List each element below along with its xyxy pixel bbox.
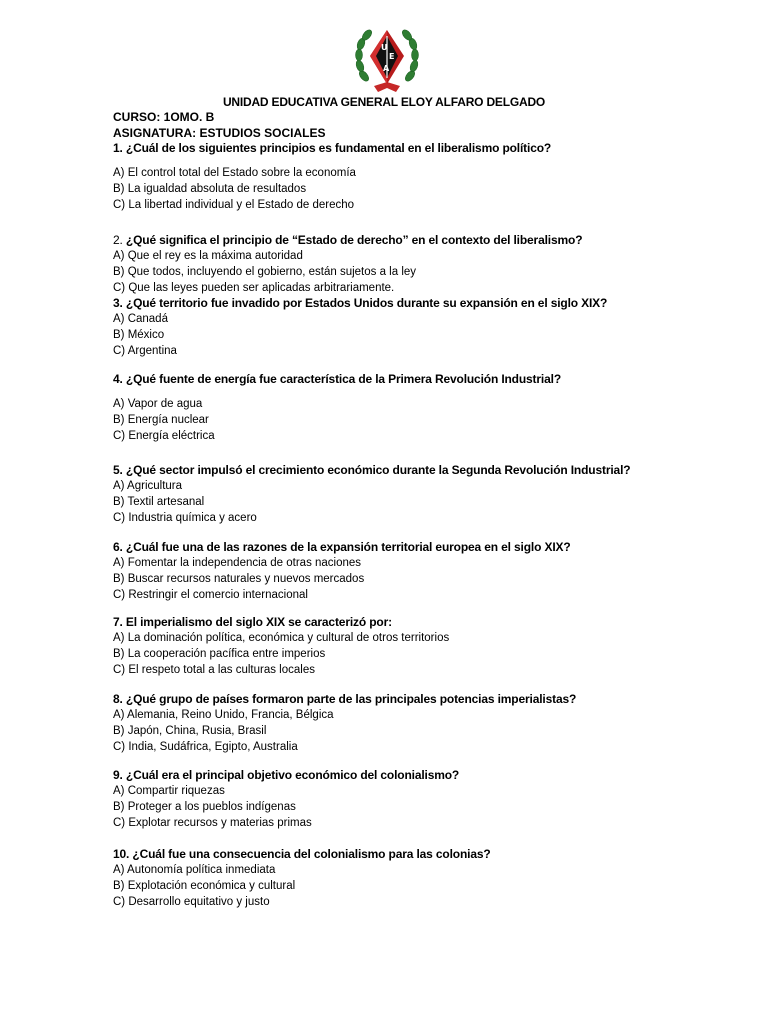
question-6 bbox=[113, 539, 571, 603]
question-10 bbox=[113, 846, 491, 910]
question-title: 10. ¿Cuál fue una consecuencia del colonialismo para las colonias? bbox=[113, 847, 491, 861]
svg-text:U: U bbox=[381, 43, 388, 52]
option-b: B) Energía nuclear bbox=[113, 414, 209, 426]
option-c: C) Industria química y acero bbox=[113, 512, 257, 524]
option-c: C) Que las leyes pueden ser aplicadas arbitrariamente. bbox=[113, 282, 395, 294]
option-c: C) Restringir el comercio internacional bbox=[113, 589, 308, 601]
curso-label: CURSO: 1OMO. B bbox=[113, 110, 215, 124]
question-title: 8. ¿Qué grupo de países formaron parte de las principales potencias imperialistas? bbox=[113, 692, 577, 706]
option-b: B) Textil artesanal bbox=[113, 496, 205, 508]
svg-text:A: A bbox=[383, 64, 390, 73]
option-a: A) Canadá bbox=[113, 313, 168, 325]
option-c: C) Desarrollo equitativo y justo bbox=[113, 896, 270, 908]
asignatura-label: ASIGNATURA: ESTUDIOS SOCIALES bbox=[113, 126, 326, 140]
question-3 bbox=[113, 295, 607, 359]
question-title: 4. ¿Qué fuente de energía fue característica de la Primera Revolución Industrial? bbox=[113, 372, 561, 386]
option-c: C) India, Sudáfrica, Egipto, Australia bbox=[113, 741, 298, 753]
question-5 bbox=[113, 462, 630, 526]
question-8 bbox=[113, 691, 576, 755]
option-a: A) El control total del Estado sobre la economía bbox=[113, 167, 356, 179]
option-a: A) Alemania, Reino Unido, Francia, Bélgica bbox=[113, 709, 334, 721]
school-logo bbox=[352, 26, 422, 94]
question-title: 2. ¿Qué significa el principio de “Estado de derecho” en el contexto del liberalismo? bbox=[113, 233, 583, 247]
question-title: 5. ¿Qué sector impulsó el crecimiento económico durante la Segunda Revolución Industrial? bbox=[113, 463, 631, 477]
option-a: A) Vapor de agua bbox=[113, 398, 203, 410]
question-4 bbox=[113, 371, 561, 444]
question-title: 9. ¿Cuál era el principal objetivo económico del colonialismo? bbox=[113, 768, 460, 782]
option-b: B) Japón, China, Rusia, Brasil bbox=[113, 725, 267, 737]
question-2 bbox=[113, 232, 582, 296]
option-a: A) Compartir riquezas bbox=[113, 785, 225, 797]
option-c: C) Energía eléctrica bbox=[113, 430, 215, 442]
option-b: B) Proteger a los pueblos indígenas bbox=[113, 801, 296, 813]
option-c: C) El respeto total a las culturas locales bbox=[113, 664, 315, 676]
question-7 bbox=[113, 614, 449, 678]
option-b: B) Que todos, incluyendo el gobierno, están sujetos a la ley bbox=[113, 266, 417, 278]
question-title: 7. El imperialismo del siglo XIX se caracterizó por: bbox=[113, 615, 392, 629]
question-title: 3. ¿Qué territorio fue invadido por Estados Unidos durante su expansión en el siglo XIX? bbox=[113, 296, 608, 310]
question-number: 2. bbox=[113, 233, 126, 247]
school-name: UNIDAD EDUCATIVA GENERAL ELOY ALFARO DELGADO bbox=[222, 95, 546, 109]
option-b: B) La cooperación pacífica entre imperios bbox=[113, 648, 326, 660]
option-a: A) Fomentar la independencia de otras naciones bbox=[113, 557, 362, 569]
svg-text:E: E bbox=[389, 52, 395, 61]
option-a: A) Autonomía política inmediata bbox=[113, 864, 276, 876]
question-title: 6. ¿Cuál fue una de las razones de la expansión territorial europea en el siglo XIX? bbox=[113, 540, 571, 554]
option-c: C) Explotar recursos y materias primas bbox=[113, 817, 312, 829]
option-a: A) Que el rey es la máxima autoridad bbox=[113, 250, 303, 262]
option-a: A) Agricultura bbox=[113, 480, 183, 492]
question-9 bbox=[113, 767, 459, 831]
option-a: A) La dominación política, económica y cultural de otros territorios bbox=[113, 632, 450, 644]
option-b: B) Explotación económica y cultural bbox=[113, 880, 296, 892]
option-b: B) La igualdad absoluta de resultados bbox=[113, 183, 307, 195]
question-1 bbox=[113, 140, 551, 213]
question-title: 1. ¿Cuál de los siguientes principios es fundamental en el liberalismo político? bbox=[113, 141, 552, 155]
option-b: B) Buscar recursos naturales y nuevos mercados bbox=[113, 573, 365, 585]
option-c: C) Argentina bbox=[113, 345, 177, 357]
option-c: C) La libertad individual y el Estado de derecho bbox=[113, 199, 355, 211]
option-b: B) México bbox=[113, 329, 165, 341]
